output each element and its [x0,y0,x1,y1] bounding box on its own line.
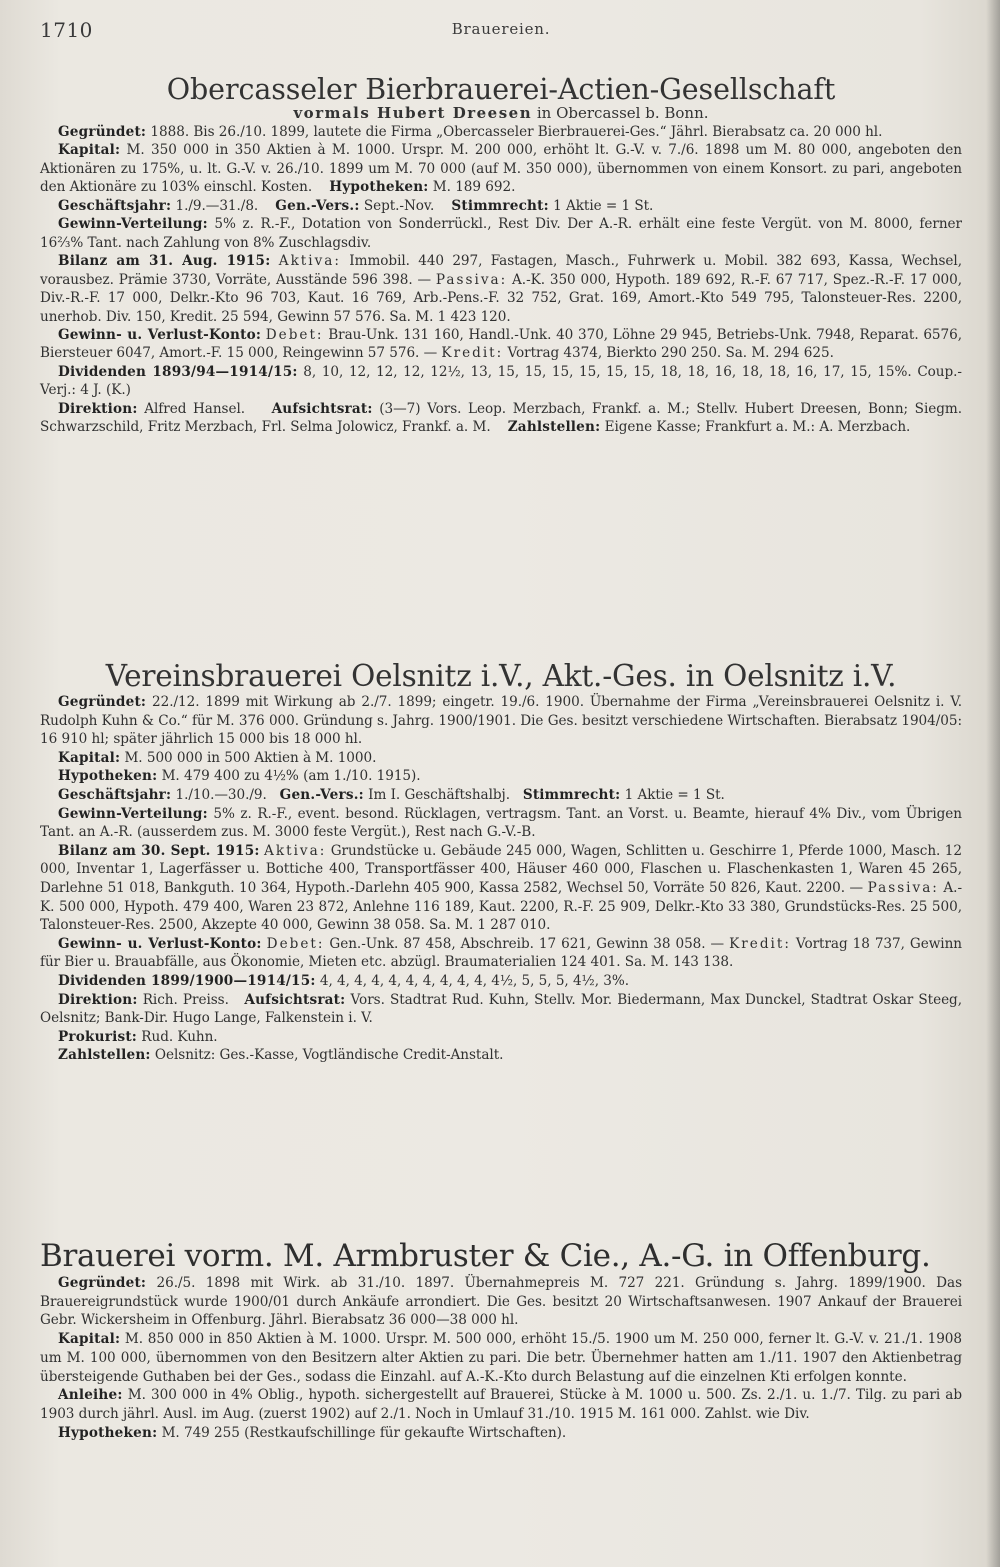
entry-text: M. 749 255 (Restkaufschillinge für gekaufte Wirtschaften). [157,1424,567,1441]
paragraph-dividends [40,363,962,400]
entry-text: M. 850 000 in 850 Aktien à M. 1000. Urspr. M. 500 000, erhöht 15./5. 1900 um M. 250 000, ferner lt. G.-V. v. 21./1. 1908 um M. 100 000, übernommen von den Besitzern alter Aktien zu pari. Die betr. Übernehmer hatten am 1./11. 1907 den Aktienbetrag übersteigende Guthaben bei der Ges., sodass die Einzahl. auf A.-K.-Kto durch Belastung auf die einzelnen Kti erfolgen konnte. [40,1331,962,1385]
paragraph-founded [40,1274,962,1330]
spaced-label: Aktiva: [278,253,341,270]
spaced-label: Kredit: [729,935,791,952]
entry-label: Gewinn- u. Verlust-Konto: [58,935,262,952]
paragraph-mortgages [40,1424,962,1443]
entry-text: 5% z. R.-F., event. besond. Rücklagen, vertragsm. Tant. an Vorst. u. Beamte, hierauf 4% Div., vom Übrigen Tant. an A.-R. (ausserdem zus. M. 3000 feste Vergüt.), Rest nach G.-V.-B. [40,805,962,841]
entry-label: Stimmrecht: [522,786,621,803]
entry-label: Geschäftsjahr: [58,197,172,214]
subtitle-rest: in Obercassel b. Bonn. [532,104,709,122]
entry-label: Aufsichtsrat: [244,991,346,1008]
entry-text: Eigene Kasse; Frankfurt a. M.: A. Merzbach. [600,419,911,436]
entry-text: 1 Aktie = 1 St. [620,786,725,803]
company-title: Vereinsbrauerei Oelsnitz i.V., Akt.-Ges. in Oelsnitz i.V. [105,659,897,693]
entry-text: (3—7) Vors. Leop. Merzbach, Frankf. a. M.; Stellv. Hubert Dreesen, Bonn; Siegm. Schwarzschild, Fritz Merzbach, Frl. Selma Jolowicz, Frankf. a. M. [40,400,962,436]
entry-label: Kapital: [58,142,121,159]
entry-text: Alfred Hansel. [137,400,246,417]
entry-text: 26./5. 1898 mit Wirk. ab 31./10. 1897. Übernahmepreis M. 727 221. Gründung s. Jahrg. 1899/1900. Das Brauereigrundstück wurde 1900/01 durch Ankäufe arrondiert. Die Ges. besitzt 20 Wirtschaftsanwesen. 1907 Ankauf der Brauerei Gebr. Wickersheim in Offenburg. Jährl. Bierabsatz 36 000—38 000 hl. [40,1275,962,1329]
entry-label: Anleihe: [58,1387,123,1404]
paragraph-paying-agents [40,1046,962,1065]
paragraph-profit-loss [40,935,962,972]
entry-text: M. 189 692. [428,179,516,196]
company-subtitle [40,104,962,123]
entry-label: Bilanz am 30. Sept. 1915: [58,842,260,859]
entry-text: M. 500 000 in 500 Aktien à M. 1000. [120,749,377,766]
spaced-label: Aktiva: [264,842,327,859]
entry-label: Gegründet: [58,1275,147,1291]
entry-text: 5% z. R.-F., Dotation von Sonderrückl., Rest Div. Der A.-R. erhält eine feste Vergüt. von M. 8000, ferner 16⅔% Tant. nach Zahlung von 8% Zuschlagsdiv. [40,216,962,251]
entry-text: 1 Aktie = 1 St. [548,197,654,214]
running-title: Brauereien. [451,20,551,38]
entry-label: Kapital: [58,749,121,766]
entry-text: M. 350 000 in 350 Aktien à M. 1000. Urspr. M. 200 000, erhöht lt. G.-V. v. 7./6. 1898 um M. 80 000, angeboten den Aktionären zu 175%, u. lt. G.-V. v. 26./10. 1899 um M. 70 000 (auf M. 350 000), übernommen von einem Konsort. zu pari, angeboten den Aktionäre zu 103% einschl. Kosten. [40,142,962,196]
entry-label: Gewinn- u. Verlust-Konto: [58,326,262,343]
entry-label: Gewinn-Verteilung: [58,805,208,822]
paragraph-mortgages [40,767,962,786]
entry-label: Gegründet: [58,694,147,710]
entry-label: Hypotheken: [58,768,158,785]
entry-label: Gewinn-Verteilung: [58,216,208,233]
entry-text: 4, 4, 4, 4, 4, 4, 4, 4, 4, 4, 4½, 5, 5, 5, 4½, 3%. [315,972,629,989]
entry-label: Dividenden 1899/1900—1914/15: [58,972,316,989]
spaced-label: Debet: [265,326,324,343]
entry-label: Gen.-Vers.: [275,197,360,214]
entry-label: Gen.-Vers.: [279,786,364,803]
paragraph-fiscal-year [40,197,962,215]
paragraph-founded [40,693,962,749]
entry-label: Stimmrecht: [451,197,549,214]
entry-label: Aufsichtsrat: [271,400,373,417]
spaced-label: Kredit: [441,345,504,362]
paragraph-balance [40,842,962,935]
paragraph-fiscal-year [40,786,962,805]
company-entry-obercassel [40,74,962,629]
entry-text: Rich. Preiss. [137,991,229,1008]
entry-text: Rud. Kuhn. [137,1028,218,1045]
entry-label: Direktion: [58,400,138,417]
paragraph-founded [40,123,962,141]
subtitle-bold: vormals Hubert Dreesen [293,104,533,122]
paragraph-procurator [40,1028,962,1047]
entry-label: Bilanz am 31. Aug. 1915: [58,253,271,270]
company-entry-offenburg [40,1238,962,1442]
entry-label: Gegründet: [58,124,147,140]
entry-text: A.-K. 500 000, Hypoth. 479 400, Waren 23 872, Anlehne 116 189, Kaut. 2200, R.-F. 25 909, Delkr.-Kto 33 380, Grundstücks-Res. 25 500, Talonsteuer-Res. 2500, Akzepte 40 000, Gewinn 38 058. Sa. M. 1 287 010. [40,879,962,934]
entry-text: Immobil. 440 297, Fastagen, Masch., Fuhrwerk u. Mobil. 382 693, Kassa, Wechsel, vorausbez. Prämie 3730, Vorräte, Ausstände 596 398. — [40,253,962,288]
entry-label: Geschäftsjahr: [58,786,172,803]
entry-label: Direktion: [58,991,138,1008]
entry-text: Vortrag 18 737, Gewinn für Bier u. Brauabfälle, aus Ökonomie, Mieten etc. abzügl. Braumaterialien 124 401. Sa. M. 143 138. [40,935,962,971]
entry-label: Hypotheken: [58,1424,158,1441]
spaced-label: Debet: [266,935,325,952]
entry-text: Im I. Geschäftshalbj. [363,786,510,803]
page-number: 1710 [40,18,93,42]
paragraph-profit-distribution [40,215,962,252]
entry-text: Vortrag 4374, Bierkto 290 250. Sa. M. 294 625. [503,345,834,362]
spaced-label: Passiva: [867,879,939,896]
spaced-label: Passiva: [435,271,508,288]
paragraph-dividends [40,972,962,991]
paragraph-capital [40,749,962,768]
entry-label: Prokurist: [58,1028,138,1045]
entry-label: Hypotheken: [329,179,429,196]
entry-text: Grundstücke u. Gebäude 245 000, Wagen, Schlitten u. Geschirre 1, Pferde 1000, Masch. 12 000, Inventar 1, Lagerfässer u. Bottiche 400, Transportfässer 400, Häuser 460 000, Flaschen u. Flaschenkasten 1, Waren 45 265, Darlehne 51 018, Bankguth. 10 364, Hypoth.-Darlehn 405 900, Kassa 2582, Wechsel 50, Vorräte 50 826, Kaut. 2200. — [40,842,962,896]
entry-label: Dividenden 1893/94—1914/15: [58,363,298,380]
entry-text: Sept.-Nov. [359,197,435,214]
entry-label: Kapital: [58,1331,121,1348]
entry-text: 22./12. 1899 mit Wirkung ab 2./7. 1899; eingetr. 19./6. 1900. Übernahme der Firma „Vereinsbrauerei Oelsnitz i. V. Rudolph Kuhn & Co.“ für M. 376 000. Gründung s. Jahrg. 1900/1901. Die Ges. besitzt verschiedene Wirtschaften. Bierabsatz 1904/05: 16 910 hl; später jährlich 15 000 bis 18 000 hl. [40,694,962,748]
entry-text: A.-K. 350 000, Hypoth. 189 692, R.-F. 67 717, Spez.-R.-F. 17 000, Div.-R.-F. 17 000, Delkr.-Kto 96 703, Kaut. 16 769, Arb.-Pens.-F. 32 752, Grat. 169, Amort.-Kto 549 795, Talonsteuer-Res. 2200, unerhob. Div. 150, Kredit. 25 594, Gewinn 57 576. Sa. M. 1 423 120. [40,271,963,325]
entry-label: Zahlstellen: [507,419,601,436]
company-title: Brauerei vorm. M. Armbruster & Cie., A.-G. in Offenburg. [40,1238,931,1274]
paragraph-capital [40,141,962,196]
entry-text: Brau-Unk. 131 160, Handl.-Unk. 40 370, Löhne 29 945, Betriebs-Unk. 7948, Reparat. 6576, Biersteuer 6047, Amort.-F. 15 000, Reingewinn 57 576. — [40,326,962,362]
entry-label: Zahlstellen: [58,1047,151,1064]
paragraph-bond [40,1386,962,1423]
paragraph-management [40,991,962,1028]
entry-text: Oelsnitz: Ges.-Kasse, Vogtländische Credit-Anstalt. [150,1047,504,1064]
page-header [40,18,962,52]
entry-text: M. 479 400 zu 4½% (am 1./10. 1915). [157,768,421,785]
entry-text: 1888. Bis 26./10. 1899, lautete die Firma „Obercasseler Bierbrauerei-Ges.“ Jährl. Bierabsatz ca. 20 000 hl. [146,124,883,140]
entry-text: 8, 10, 12, 12, 12, 12½, 13, 15, 15, 15, 15, 15, 15, 18, 18, 16, 18, 18, 16, 17, 15, 15%. Coup.-Verj.: 4 J. (K.) [40,363,962,399]
paragraph-profit-loss [40,326,962,363]
paragraph-capital [40,1330,962,1386]
paragraph-profit-distribution [40,805,962,842]
entry-text: M. 300 000 in 4% Oblig., hypoth. sichergestellt auf Brauerei, Stücke à M. 1000 u. 500. Zs. 2./1. u. 1./7. Tilg. zu pari ab 1903 durch jährl. Ausl. im Aug. (zuerst 1902) auf 2./1. Noch in Umlauf 31./10. 1915 M. 161 000. Zahlst. wie Div. [40,1387,962,1422]
company-title: Obercasseler Bierbrauerei-Actien-Gesellschaft [166,73,836,106]
company-entry-oelsnitz [40,659,962,1212]
entry-text: 1./10.—30./9. [171,786,267,803]
entry-text: 1./9.—31./8. [171,197,259,214]
paragraph-management [40,400,962,437]
paragraph-balance [40,252,962,326]
entry-text: Vors. Stadtrat Rud. Kuhn, Stellv. Mor. Biedermann, Max Dunckel, Stadtrat Oskar Steeg, Oelsnitz; Bank-Dir. Hugo Lange, Falkenstein i. V. [40,991,962,1027]
entry-text: Gen.-Unk. 87 458, Abschreib. 17 621, Gewinn 38 058. — [324,935,730,952]
